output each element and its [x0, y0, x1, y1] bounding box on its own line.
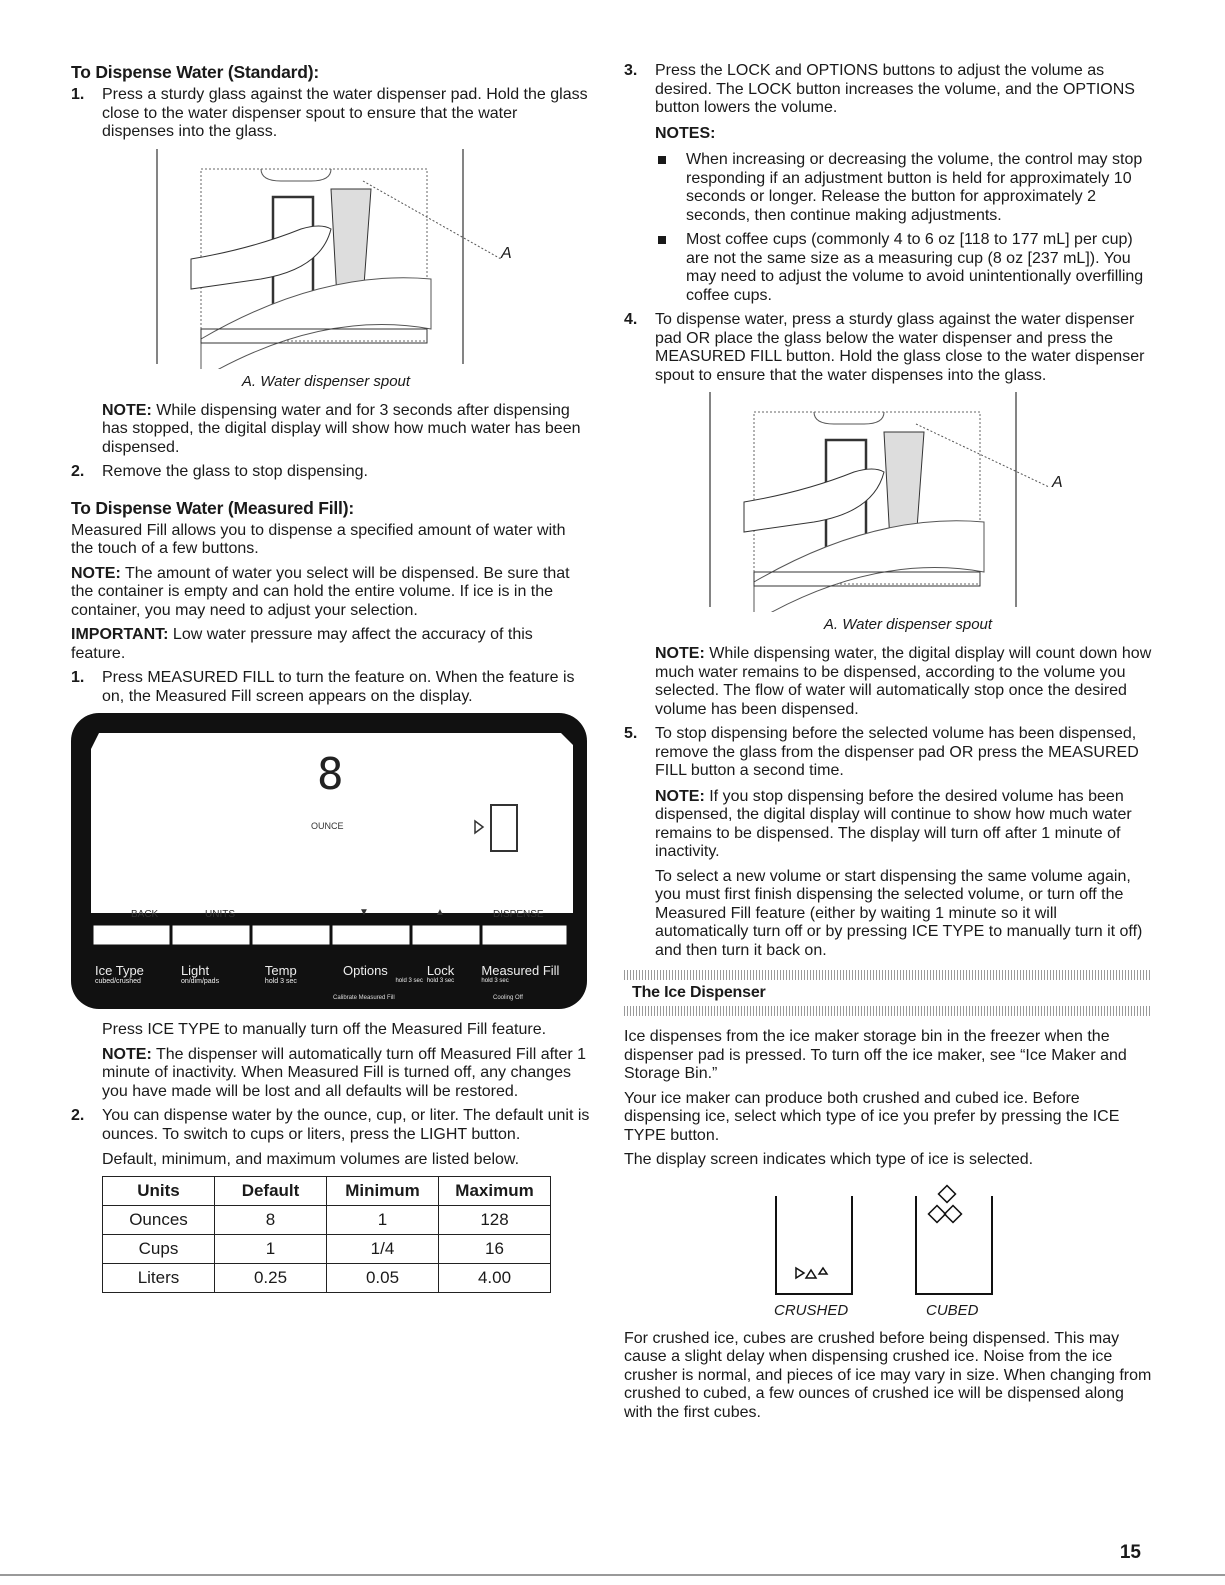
heading-standard: To Dispense Water (Standard): [71, 62, 319, 82]
cubed-label: CUBED [926, 1301, 979, 1319]
important-label: IMPORTANT: [71, 626, 169, 643]
note-countdown [624, 645, 1152, 719]
step-text: To dispense water, press a sturdy glass against the water dispenser pad OR place the glass below the water dispenser and press the MEASURED FILL button. Hold the glass close to the water dispenser spout to ensure that the water dispenses into the glass. [655, 311, 1145, 384]
note-label: NOTE: [102, 1045, 152, 1063]
volumes-intro: Default, minimum, and maximum volumes are listed below. [102, 1151, 520, 1168]
table-header-row [103, 1176, 551, 1205]
table-header: Units [103, 1176, 215, 1205]
figure-callout-label: A [501, 244, 512, 262]
ice-type-icons [624, 1176, 1152, 1326]
table-cell: 1 [327, 1205, 439, 1234]
step-text: Press a sturdy glass against the water dispenser pad. Hold the glass close to the water dispenser spout to ensure that the water dispenses into the glass. [102, 86, 588, 140]
table-cell: Liters [103, 1263, 215, 1292]
figure-callout-label: A [1052, 474, 1063, 491]
lcd-back-label: BACK [131, 909, 159, 920]
ice-paragraph: The display screen indicates which type of ice is selected. [624, 1151, 1034, 1168]
note-label: NOTE: [655, 787, 705, 805]
button-sublabel: hold 3 sec [426, 978, 455, 984]
lcd-unit: OUNCE [311, 821, 344, 831]
step-2-measured [71, 1107, 591, 1144]
note-stop [624, 788, 1152, 862]
step-1-measured [71, 669, 591, 706]
step-number: 1. [71, 669, 85, 686]
ice-paragraph: Your ice maker can produce both crushed and cubed ice. Before dispensing ice, select which type of ice you prefer by pressing the ICE TYPE button. [624, 1089, 1120, 1144]
table-header: Maximum [439, 1176, 551, 1205]
table-cell: 0.05 [327, 1263, 439, 1292]
button-label: Light [180, 963, 210, 978]
button-label: Options [343, 963, 388, 978]
note-text: The dispenser will automatically turn off Measured Fill after 1 minute of inactivity. When Measured Fill is turned off, any changes you have made will be lost and all defaults will be restored. [102, 1045, 587, 1100]
note-text: If you stop dispensing before the desired volume has been dispensed, the digital display will continue to show how much water remains to be dispensed. The display will turn off after 1 minute of inactivity. [655, 787, 1132, 860]
table-row [103, 1234, 551, 1263]
step-text: To stop dispensing before the selected volume has been dispensed, remove the glass from the dispenser pad OR press the MEASURED FILL button a second time. [655, 725, 1139, 779]
ice-bins-illustration [624, 1176, 1064, 1306]
notes-heading [624, 125, 1152, 144]
cooling-off-label: Cooling Off [493, 995, 523, 1001]
table-cell: 0.25 [215, 1263, 327, 1292]
table-cell: 16 [439, 1234, 551, 1263]
step-1-standard [71, 86, 591, 142]
step-text: You can dispense water by the ounce, cup, or liter. The default unit is ounces. To switch to cups or liters, press the LIGHT button. [102, 1107, 590, 1143]
volume-table [102, 1176, 551, 1293]
button-sublabel: hold 3 sec [264, 978, 297, 985]
notes-label: NOTES: [655, 124, 716, 142]
note-text: While dispensing water, the digital display will count down how much water remains to be dispensed, according to the volume you selected. The flow of water will automatically stop once the desired volume has been dispensed. [655, 645, 1152, 718]
table-cell: 128 [439, 1205, 551, 1234]
step-text: Press the LOCK and OPTIONS buttons to adjust the volume as desired. The LOCK button increases the volume, and the OPTIONS button lowers the volume. [655, 62, 1135, 116]
ice-paragraph: For crushed ice, cubes are crushed before being dispensed. This may cause a slight delay when dispensing crushed ice. Noise from the ice crusher is normal, and pieces of ice may vary in size. When changing from crushed to cubed, a few ounces of crushed ice will be dispensed along with the first cubes. [624, 1329, 1152, 1421]
button-label: Temp [264, 963, 297, 978]
step-number: 1. [71, 86, 85, 103]
dispenser-illustration [654, 392, 1094, 612]
important-note [71, 626, 591, 663]
step-number: 2. [71, 1107, 85, 1124]
measured-fill-intro: Measured Fill allows you to dispense a specified amount of water with the touch of a few buttons. [71, 521, 566, 557]
table-header: Minimum [327, 1176, 439, 1205]
lcd-units-label: UNITS [205, 909, 235, 920]
table-header: Default [215, 1176, 327, 1205]
bottom-rule [0, 1574, 1225, 1576]
lcd-up-arrow: ▲ [435, 907, 445, 918]
light-button[interactable] [175, 963, 259, 1003]
hold-label-right: hold 3 sec [481, 978, 509, 984]
lock-button[interactable] [427, 963, 482, 1003]
dispenser-figure-2 [654, 392, 1152, 612]
press-ice-type-text: Press ICE TYPE to manually turn off the Measured Fill feature. [102, 1021, 547, 1038]
table-cell: 1 [215, 1234, 327, 1263]
note-text: The amount of water you select will be dispensed. Be sure that the container is empty and can hold the entire volume. If ice is in the container, you may need to adjust your selection. [71, 564, 570, 619]
step-number: 2. [71, 463, 85, 480]
step-text: Press MEASURED FILL to turn the feature on. When the feature is on, the Measured Fill screen appears on the display. [102, 669, 575, 705]
button-sublabel: cubed/crushed [95, 978, 141, 985]
table-cell: Ounces [103, 1205, 215, 1234]
step-2-standard [71, 463, 591, 482]
hold-label-left: hold 3 sec [395, 978, 423, 984]
lcd-dispense-label: DISPENSE [493, 909, 544, 920]
lcd-down-arrow: ▼ [359, 907, 369, 918]
figure-caption: A. Water dispenser spout [241, 372, 411, 390]
temp-button[interactable] [259, 963, 339, 1003]
step-number: 3. [624, 62, 638, 79]
button-label: Measured Fill [481, 963, 560, 978]
table-cell: 1/4 [327, 1234, 439, 1263]
section-band-bottom [624, 1006, 1152, 1016]
note-auto-off [71, 1046, 591, 1102]
table-cell: Cups [103, 1234, 215, 1263]
step-4-measured [624, 311, 1152, 385]
note-measured-fill [71, 565, 591, 621]
note-text: While dispensing water and for 3 seconds after dispensing has stopped, the digital display will show how much water has been dispensed. [102, 401, 581, 456]
note-bullet: Most coffee cups (commonly 4 to 6 oz [118 to 177 mL] per cup) are not the same size as a measuring cup (8 oz [237 mL]). You may need to adjust the volume to avoid unintentionally overfilling coffee cups. [655, 231, 1152, 305]
button-label: Lock [426, 963, 455, 978]
step-text: Remove the glass to stop dispensing. [102, 463, 368, 480]
figure-caption: A. Water dispenser spout [823, 616, 993, 633]
select-new-volume-text: To select a new volume or start dispensing the same volume again, you must first finish dispensing the selected volume, or turn off the Measured Fill feature (either by waiting 1 minute so it will automatically turn off or by pressing ICE TYPE to manually turn it off) and then turn it back on. [655, 867, 1143, 959]
step-number: 5. [624, 725, 638, 742]
table-cell: 4.00 [439, 1263, 551, 1292]
crushed-label: CRUSHED [774, 1301, 849, 1319]
crushed-ice-icon [796, 1268, 804, 1278]
table-cell: 8 [215, 1205, 327, 1234]
note-label: NOTE: [71, 564, 121, 582]
ice-type-button[interactable] [89, 963, 175, 1003]
note-bullet: When increasing or decreasing the volume, the control may stop responding if an adjustment button is held for approximately 10 seconds or longer. Release the button for approximately 2 seconds, then continue making adjustments. [655, 151, 1152, 225]
lcd-digit: 8 [317, 749, 344, 800]
left-column [71, 62, 591, 1293]
table-row [103, 1205, 551, 1234]
right-column [624, 62, 1152, 1428]
heading-measured-fill: To Dispense Water (Measured Fill): [71, 497, 354, 518]
step-number: 4. [624, 311, 638, 328]
button-sublabel: on/dim/pads [180, 978, 220, 985]
heading-ice-dispenser: The Ice Dispenser [632, 984, 766, 1001]
note-label: NOTE: [102, 401, 152, 419]
button-label: Ice Type [95, 963, 144, 978]
cubed-ice-icon [939, 1185, 956, 1202]
table-row [103, 1263, 551, 1292]
ice-paragraph: Ice dispenses from the ice maker storage bin in the freezer when the dispenser pad is pressed. To turn off the ice maker, see “Ice Maker and Storage Bin.” [624, 1028, 1127, 1082]
step-5-measured [624, 725, 1152, 781]
dispenser-figure-1 [101, 149, 591, 369]
calibrate-label: Calibrate Measured Fill [333, 995, 395, 1001]
measured-fill-display [71, 713, 591, 1013]
section-band-top [624, 970, 1152, 980]
note-standard [71, 402, 591, 458]
step-3-measured [624, 62, 1152, 118]
page-number: 15 [1119, 1542, 1141, 1563]
note-label: NOTE: [655, 645, 705, 662]
important-text: Low water pressure may affect the accuracy of this feature. [71, 626, 533, 662]
